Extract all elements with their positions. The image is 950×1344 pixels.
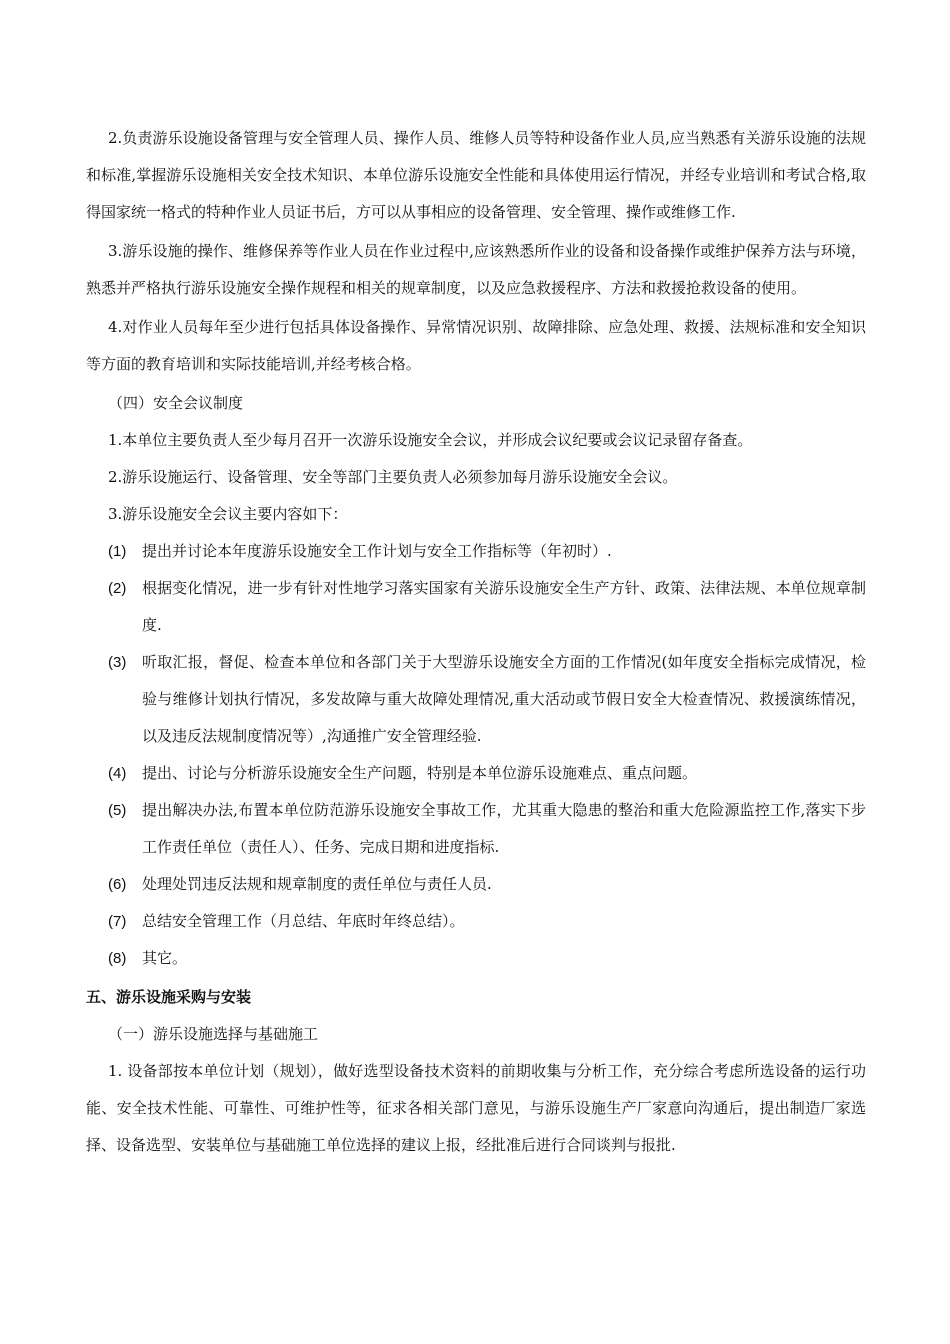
list-item-text: 其它。 bbox=[142, 949, 188, 967]
list-item-number: (3) bbox=[108, 654, 127, 671]
section-5-heading: 五、游乐设施采购与安装 bbox=[86, 988, 252, 1006]
list-item-number: (7) bbox=[108, 913, 127, 930]
list-item bbox=[86, 570, 866, 644]
list-item bbox=[86, 755, 866, 792]
list-item-number: (2) bbox=[108, 580, 127, 597]
list-item-number: (8) bbox=[108, 950, 127, 967]
meeting-rule-1: 1.本单位主要负责人至少每月召开一次游乐设施安全会议，并形成会议纪要或会议记录留存备查。 bbox=[108, 431, 753, 449]
meeting-rule-3: 3.游乐设施安全会议主要内容如下： bbox=[108, 505, 348, 523]
list-item-number: (5) bbox=[108, 802, 127, 819]
paragraph-4: 4.对作业人员每年至少进行包括具体设备操作、异常情况识别、故障排除、应急处理、救援、法规标准和安全知识等方面的教育培训和实际技能培训,并经考核合格。 bbox=[86, 318, 866, 373]
document-page bbox=[86, 120, 866, 1166]
list-item-number: (6) bbox=[108, 876, 127, 893]
paragraph-2: 2.负责游乐设施设备管理与安全管理人员、操作人员、维修人员等特种设备作业人员,应当熟悉有关游乐设施的法规和标准,掌握游乐设施相关安全技术知识、本单位游乐设施安全性能和具体使用运行情况，并经专业培训和考试合格,取得国家统一格式的特种作业人员证书后，方可以从事相应的设备管理、安全管理、操作或维修工作. bbox=[86, 129, 866, 221]
section-4-title: （四）安全会议制度 bbox=[108, 394, 244, 412]
section-5-subtitle: （一）游乐设施选择与基础施工 bbox=[108, 1025, 319, 1043]
list-item-text: 听取汇报，督促、检查本单位和各部门关于大型游乐设施安全方面的工作情况(如年度安全指标完成情况，检验与维修计划执行情况，多发故障与重大故障处理情况,重大活动或节假日安全大检查情况、救援演练情况，以及违反法规制度情况等）,沟通推广安全管理经验. bbox=[142, 653, 866, 745]
list-item bbox=[86, 903, 866, 940]
list-item-text: 总结安全管理工作（月总结、年底时年终总结）。 bbox=[142, 912, 465, 930]
list-item-text: 提出、讨论与分析游乐设施安全生产问题，特别是本单位游乐设施难点、重点问题。 bbox=[142, 764, 698, 782]
list-item bbox=[86, 792, 866, 866]
list-item-text: 提出并讨论本年度游乐设施安全工作计划与安全工作指标等（年初时）. bbox=[142, 542, 612, 560]
meeting-rule-2: 2.游乐设施运行、设备管理、安全等部门主要负责人必须参加每月游乐设施安全会议。 bbox=[108, 468, 678, 486]
section-5-paragraph-1: 1. 设备部按本单位计划（规划），做好选型设备技术资料的前期收集与分析工作，充分综合考虑所选设备的运行功能、安全技术性能、可靠性、可维护性等，征求各相关部门意见，与游乐设施生产厂家意向沟通后，提出制造厂家选择、设备选型、安装单位与基础施工单位选择的建议上报，经批准后进行合同谈判与报批. bbox=[86, 1062, 866, 1154]
list-item-number: (4) bbox=[108, 765, 127, 782]
list-item bbox=[86, 533, 866, 570]
list-item bbox=[86, 940, 866, 977]
list-item-text: 处理处罚违反法规和规章制度的责任单位与责任人员. bbox=[142, 875, 492, 893]
list-item-text: 根据变化情况，进一步有针对性地学习落实国家有关游乐设施安全生产方针、政策、法律法规、本单位规章制度. bbox=[142, 579, 866, 634]
paragraph-3: 3.游乐设施的操作、维修保养等作业人员在作业过程中,应该熟悉所作业的设备和设备操作或维护保养方法与环境，熟悉并严格执行游乐设施安全操作规程和相关的规章制度，以及应急救援程序、方法和救援抢救设备的使用。 bbox=[86, 242, 866, 297]
list-item-text: 提出解决办法,布置本单位防范游乐设施安全事故工作，尤其重大隐患的整治和重大危险源监控工作,落实下步工作责任单位（责任人）、任务、完成日期和进度指标. bbox=[142, 801, 866, 856]
list-item bbox=[86, 644, 866, 755]
list-item bbox=[86, 866, 866, 903]
list-item-number: (1) bbox=[108, 543, 127, 560]
